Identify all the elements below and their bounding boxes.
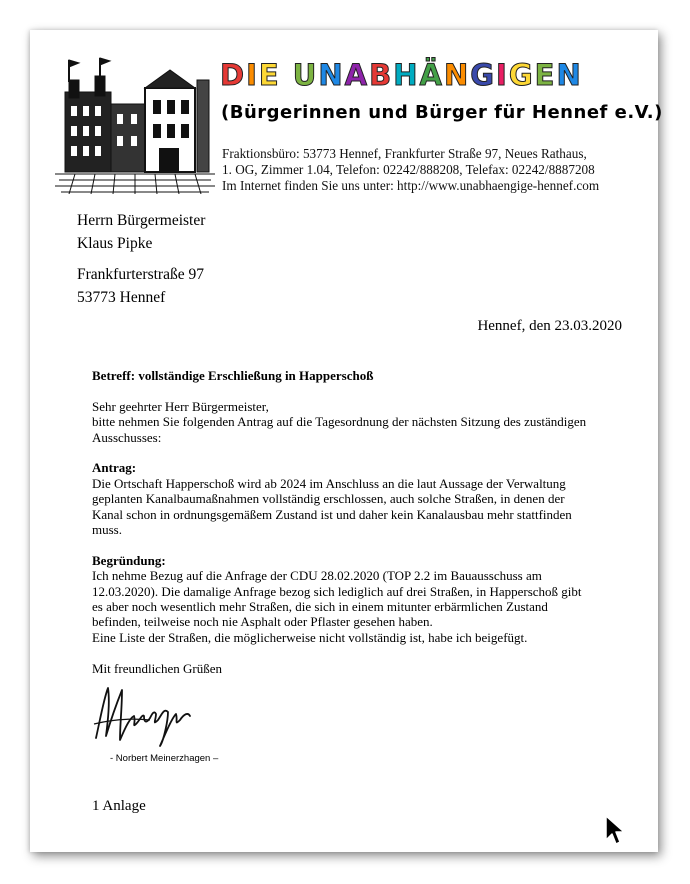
title-letter: E bbox=[258, 58, 281, 92]
title-letter: G bbox=[470, 58, 497, 92]
letter-page bbox=[30, 30, 663, 852]
recipient-street: Frankfurterstraße 97 bbox=[77, 266, 204, 283]
mouse-pointer-icon bbox=[604, 814, 626, 848]
title-letter: D bbox=[220, 58, 247, 92]
title-letter: G bbox=[508, 58, 535, 92]
office-address bbox=[222, 146, 599, 194]
title-letter: I bbox=[496, 58, 509, 92]
letter-body bbox=[92, 368, 592, 676]
justification-text: Ich nehme Bezug auf die Anfrage der CDU 28.02.2020 (TOP 2.2 im Bauausschuss am 12.03.2020). Die damalige Anfrage bezog sich lediglich auf drei Straßen, in Happerschoß gibt es aber noch wesentlich mehr Straßen, die sich in einem mitunter erbärmlichen Zustand befinden, teilweise noch nie Asphalt oder Pflaster gesehen haben. bbox=[92, 568, 582, 630]
justification-heading: Begründung: bbox=[92, 552, 166, 568]
title-letter bbox=[281, 56, 293, 94]
salutation: Sehr geehrter Herr Bürgermeister, bbox=[92, 398, 269, 414]
title-letter: N bbox=[443, 58, 471, 92]
subject-line: Betreff: vollständige Erschließung in Happerschoß bbox=[92, 368, 374, 383]
recipient-address bbox=[77, 210, 205, 309]
recipient-name: Klaus Pipke bbox=[77, 234, 153, 252]
title-letter: E bbox=[534, 58, 557, 92]
address-line: Fraktionsbüro: 53773 Hennef, Frankfurter Straße 97, Neues Rathaus, bbox=[222, 146, 587, 161]
address-line: 1. OG, Zimmer 1.04, Telefon: 02242/888208, Telefax: 02242/8887208 bbox=[222, 162, 595, 177]
recipient-city: 53773 Hennef bbox=[77, 288, 166, 306]
street-list-note: Eine Liste der Straßen, die möglicherweise nicht vollständig ist, habe ich beigefügt. bbox=[92, 629, 528, 645]
organization-name bbox=[220, 56, 583, 94]
closing-greeting: Mit freundlichen Grüßen bbox=[92, 660, 222, 676]
recipient-title: Herrn Bürgermeister bbox=[77, 212, 206, 229]
intro-paragraph: bitte nehmen Sie folgenden Antrag auf die Tagesordnung der nächsten Sitzung des zuständigen Ausschusses: bbox=[92, 414, 587, 445]
town-hall-logo bbox=[55, 52, 215, 194]
title-letter: B bbox=[369, 58, 394, 92]
title-letter: A bbox=[344, 58, 370, 92]
website-line: Im Internet finden Sie uns unter: http://www.unabhaengige-hennef.com bbox=[222, 178, 600, 193]
title-letter: N bbox=[318, 58, 345, 92]
title-letter: Ä bbox=[419, 58, 444, 92]
motion-heading: Antrag: bbox=[92, 460, 137, 476]
handwritten-signature bbox=[90, 680, 200, 750]
title-letter: N bbox=[556, 58, 583, 92]
title-letter: U bbox=[292, 58, 319, 92]
signatory-name: - Norbert Meinerzhagen – bbox=[110, 753, 219, 764]
letter-date: Hennef, den 23.03.2020 bbox=[477, 318, 622, 334]
title-letter: I bbox=[246, 58, 259, 92]
attachment-note: 1 Anlage bbox=[92, 798, 146, 814]
organization-subtitle: (Bürgerinnen und Bürger für Hennef e.V.) bbox=[221, 102, 663, 123]
motion-text: Die Ortschaft Happerschoß wird ab 2024 im Anschluss an die laut Aussage der Verwaltung geplanten Kanalbaumaßnahmen vollständig erschlossen, auch solche Straßen, in denen der Kanal schon in ordnungsgemäßem Zustand ist und daher kein Kanalausbau mehr stattfinden muss. bbox=[92, 475, 572, 538]
title-letter: H bbox=[393, 58, 420, 92]
